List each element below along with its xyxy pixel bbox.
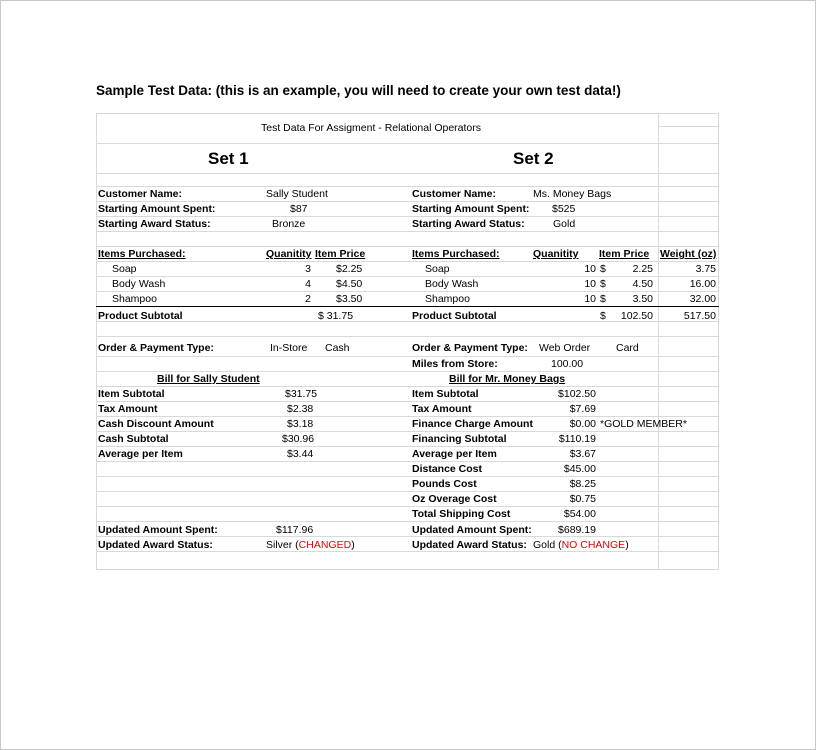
grid-line xyxy=(658,113,659,570)
set2-payment-type: Card xyxy=(616,342,639,354)
set1-product-subtotal: $ 31.75 xyxy=(318,310,354,322)
set1-updated-amount-label: Updated Amount Spent: xyxy=(98,524,218,536)
set1-bill-label: Bill for Sally Student xyxy=(157,373,260,385)
set1-product-subtotal-label: Product Subtotal xyxy=(98,310,183,322)
set1-updated-status-label: Updated Award Status: xyxy=(98,539,213,551)
set2-bill-label-item: Average per Item xyxy=(412,448,497,460)
grid-line xyxy=(96,186,719,187)
set2-bill-label-item: Tax Amount xyxy=(412,403,472,415)
grid-line xyxy=(96,431,719,432)
set1-bill-value: $30.96 xyxy=(282,433,315,445)
set1-items-label: Items Purchased: xyxy=(98,248,186,260)
set2-item-dollar: $ xyxy=(600,278,606,290)
set2-weight-header: Weight (oz) xyxy=(660,248,717,260)
set1-item-qty: 3 xyxy=(305,263,311,275)
set1-bill-label-item: Item Subtotal xyxy=(98,388,165,400)
set1-label: Set 1 xyxy=(208,149,249,168)
set1-bill-value: $31.75 xyxy=(285,388,318,400)
grid-line xyxy=(96,521,719,522)
set2-item-qty: 10 xyxy=(584,278,596,290)
grid-line xyxy=(96,336,719,337)
set2-weight-total: 517.50 xyxy=(683,310,716,322)
set2-order-payment-label: Order & Payment Type: xyxy=(412,342,528,354)
set2-bill-label-item: Total Shipping Cost xyxy=(412,508,511,520)
set1-item-price: $2.25 xyxy=(336,263,363,275)
set2-customer-name-label: Customer Name: xyxy=(412,188,497,200)
grid-line xyxy=(96,476,719,477)
grid-line xyxy=(96,306,719,307)
grid-line xyxy=(96,461,719,462)
set2-gold-member-note: *GOLD MEMBER* xyxy=(600,418,687,430)
grid-line xyxy=(96,446,719,447)
set2-starting-amount: $525 xyxy=(552,203,576,215)
set2-item-qty: 10 xyxy=(584,293,596,305)
set1-starting-status: Bronze xyxy=(272,218,306,230)
set1-item-price: $3.50 xyxy=(336,293,363,305)
set2-starting-status-label: Starting Award Status: xyxy=(412,218,525,230)
set2-item-price: 4.50 xyxy=(632,278,653,290)
set1-bill-label-item: Cash Discount Amount xyxy=(98,418,214,430)
set2-bill-value: $0.00 xyxy=(569,418,596,430)
grid-line xyxy=(718,113,719,570)
set2-miles: 100.00 xyxy=(551,358,584,370)
grid-line xyxy=(96,356,719,357)
grid-line xyxy=(96,569,719,570)
set1-bill-value: $3.18 xyxy=(287,418,314,430)
set1-payment-type: Cash xyxy=(325,342,350,354)
set2-miles-label: Miles from Store: xyxy=(412,358,498,370)
set2-bill-label-item: Finance Charge Amount xyxy=(412,418,533,430)
set1-item-price: $4.50 xyxy=(336,278,363,290)
grid-line xyxy=(96,173,719,174)
set2-updated-amount-label: Updated Amount Spent: xyxy=(412,524,532,536)
grid-line xyxy=(96,401,719,402)
set2-bill-value: $0.75 xyxy=(569,493,596,505)
set2-updated-status-label: Updated Award Status: xyxy=(412,539,527,551)
set2-bill-label-item: Oz Overage Cost xyxy=(412,493,497,505)
set2-item-dollar: $ xyxy=(600,263,606,275)
set1-starting-amount-label: Starting Amount Spent: xyxy=(98,203,216,215)
set2-item-name: Body Wash xyxy=(425,278,479,290)
set2-bill-value: $102.50 xyxy=(558,388,596,400)
set2-status-change: NO CHANGE xyxy=(561,539,626,551)
set2-bill-label: Bill for Mr. Money Bags xyxy=(449,373,566,385)
grid-line xyxy=(96,143,719,144)
set2-item-qty: 10 xyxy=(584,263,596,275)
set2-bill-label-item: Distance Cost xyxy=(412,463,483,475)
set2-price-header: Item Price xyxy=(599,248,650,260)
set1-status-change: CHANGED xyxy=(298,539,352,551)
set2-item-name: Soap xyxy=(425,263,450,275)
set1-item-name: Soap xyxy=(112,263,137,275)
set2-customer-name: Ms. Money Bags xyxy=(533,188,612,200)
set2-bill-label-item: Pounds Cost xyxy=(412,478,477,490)
set2-label: Set 2 xyxy=(513,149,554,168)
set2-item-weight: 16.00 xyxy=(689,278,716,290)
set2-updated-amount: $689.19 xyxy=(558,524,596,536)
set1-customer-name-label: Customer Name: xyxy=(98,188,183,200)
set2-bill-value: $3.67 xyxy=(569,448,596,460)
set1-bill-label-item: Tax Amount xyxy=(98,403,158,415)
set1-bill-value: $2.38 xyxy=(287,403,314,415)
set2-updated-status: Gold (NO CHANGE) xyxy=(533,539,629,551)
set1-updated-status: Silver (CHANGED) xyxy=(266,539,355,551)
set2-item-name: Shampoo xyxy=(425,293,470,305)
set1-qty-header: Quanitity xyxy=(266,248,312,260)
set2-bill-value: $45.00 xyxy=(563,463,596,475)
grid-line xyxy=(96,231,719,232)
set2-bill-label-item: Financing Subtotal xyxy=(412,433,507,445)
test-data-sheet xyxy=(96,113,719,570)
set2-item-dollar: $ xyxy=(600,293,606,305)
grid-line xyxy=(96,386,719,387)
set1-customer-name: Sally Student xyxy=(266,188,328,200)
set2-qty-header: Quanitity xyxy=(533,248,579,260)
set2-bill-value: $54.00 xyxy=(563,508,596,520)
sheet-title: Test Data For Assigment - Relational Operators xyxy=(261,122,482,134)
set1-bill-value: $3.44 xyxy=(287,448,314,460)
page-heading: Sample Test Data: (this is an example, you will need to create your own test data!) xyxy=(96,83,621,98)
set1-updated-amount: $117.96 xyxy=(276,524,314,536)
set2-item-weight: 3.75 xyxy=(695,263,716,275)
set2-bill-value: $110.19 xyxy=(558,433,596,445)
set1-item-name: Shampoo xyxy=(112,293,157,305)
set1-order-type: In-Store xyxy=(270,342,308,354)
set1-starting-status-label: Starting Award Status: xyxy=(98,218,211,230)
grid-line xyxy=(658,126,718,127)
set1-bill-label-item: Cash Subtotal xyxy=(98,433,169,445)
set1-item-name: Body Wash xyxy=(112,278,166,290)
set2-items-label: Items Purchased: xyxy=(412,248,500,260)
set2-starting-amount-label: Starting Amount Spent: xyxy=(412,203,530,215)
set1-item-qty: 2 xyxy=(305,293,311,305)
grid-line xyxy=(96,113,97,570)
set2-item-weight: 32.00 xyxy=(689,293,716,305)
set1-item-qty: 4 xyxy=(305,278,311,290)
set2-item-price: 2.25 xyxy=(632,263,653,275)
grid-line xyxy=(96,506,719,507)
set2-product-subtotal-label: Product Subtotal xyxy=(412,310,497,322)
set2-bill-label-item: Item Subtotal xyxy=(412,388,479,400)
set1-price-header: Item Price xyxy=(315,248,366,260)
set1-order-payment-label: Order & Payment Type: xyxy=(98,342,214,354)
set2-order-type: Web Order xyxy=(539,342,591,354)
set2-bill-value: $8.25 xyxy=(569,478,596,490)
set2-bill-value: $7.69 xyxy=(569,403,596,415)
grid-line xyxy=(96,113,719,114)
set2-product-subtotal-dollar: $ xyxy=(600,310,606,322)
set2-product-subtotal: 102.50 xyxy=(620,310,653,322)
set2-item-price: 3.50 xyxy=(632,293,653,305)
grid-line xyxy=(96,491,719,492)
set2-starting-status: Gold xyxy=(553,218,576,230)
set1-bill-label-item: Average per Item xyxy=(98,448,183,460)
set1-starting-amount: $87 xyxy=(290,203,308,215)
